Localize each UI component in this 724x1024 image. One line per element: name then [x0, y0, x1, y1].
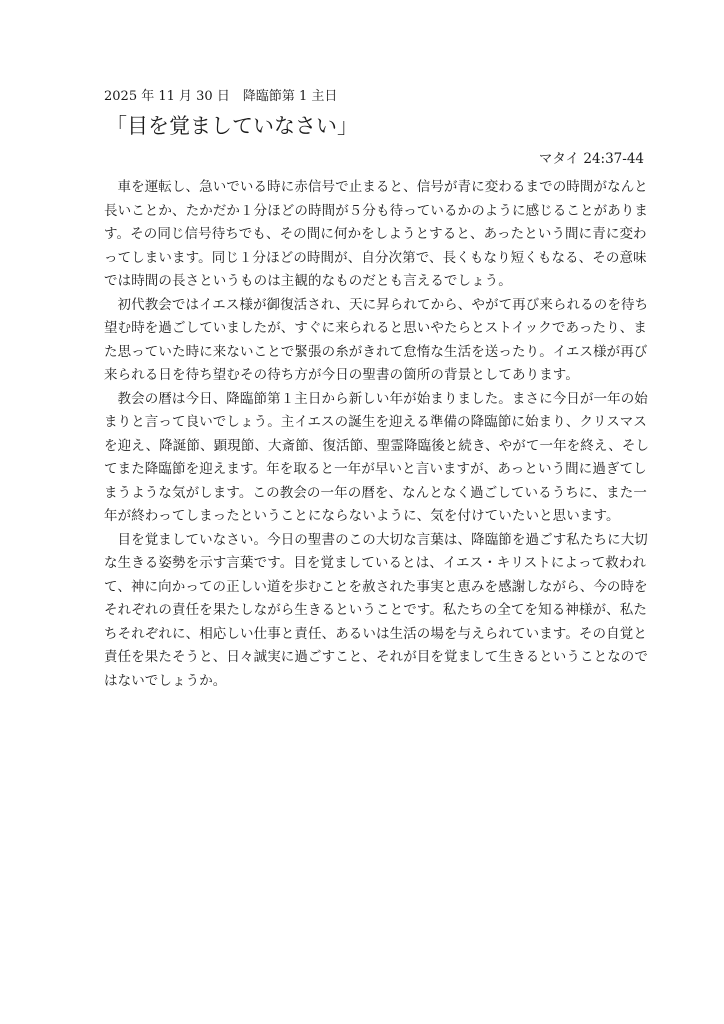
scripture-reference: マタイ 24:37-44	[538, 151, 644, 167]
date-line: 2025 年 11 月 30 日 降臨節第 1 主日	[104, 89, 338, 104]
paragraph-line: 来られる日を待ち望むその待ち方が今日の聖書の箇所の背景としてあります。	[104, 367, 579, 383]
paragraph-line: それぞれの責任を果たしながら生きるということです。私たちの全てを知る神様が、私た	[104, 602, 647, 618]
paragraph-line: す。その同じ信号待ちでも、その間に何かをしようとすると、あったという間に青に変わ	[104, 226, 647, 242]
paragraph-line: た思っていた時に来ないことで緊張の糸がきれて怠惰な生活を送ったり。イエス様が再び	[104, 343, 648, 360]
paragraph-line: まりと言って良いでしょう。主イエスの誕生を迎える準備の降臨節に始まり、クリスマス	[104, 414, 647, 430]
paragraph-line: ってしまいます。同じ１分ほどの時間が、自分次第で、長くもなり短くもなる、その意味	[104, 249, 647, 266]
sermon-body	[104, 176, 650, 693]
body-paragraph	[104, 388, 650, 529]
sermon-title: 「目を覚ましていなさい」	[106, 114, 358, 138]
paragraph-line: て、神に向かっての正しい道を歩むことを赦された事実と恵みを感謝しながら、今の時を	[104, 578, 648, 595]
paragraph-line: 責任を果たそうと、日々誠実に過ごすこと、それが目を覚まして生きるということなので	[104, 649, 648, 665]
paragraph-line: ちそれぞれに、相応しい仕事と責任、あるいは生活の場を与えられています。その自覚と	[104, 625, 647, 642]
body-paragraph	[104, 529, 648, 694]
paragraph-line: な生きる姿勢を示す言葉です。目を覚ましているとは、イエス・キリストによって救われ	[104, 555, 647, 571]
paragraph-line: では時間の長さというものは主観的なものだとも言えるでしょう。	[104, 273, 512, 289]
paragraph-line: 望む時を過ごしていましたが、すぐに来られると思いやたらとストイックであったり、ま	[104, 320, 647, 336]
paragraph-line: まうような気がします。この教会の一年の暦を、なんとなく過ごしているうちに、また一	[104, 484, 647, 501]
paragraph-line: 目を覚ましていなさい。今日の聖書のこの大切な言葉は、降臨節を過ごす私たちに大切	[117, 531, 648, 548]
paragraph-line: を迎え、降誕節、顕現節、大斎節、復活節、聖霊降臨後と続き、やがて一年を終え、そし	[104, 437, 650, 454]
paragraph-line: 長いことか、たかだか１分ほどの時間が５分も待っているかのように感じることがありま	[104, 202, 648, 219]
paragraph-line: 初代教会ではイエス様が御復活され、天に昇られてから、やがて再び来られるのを待ち	[117, 296, 649, 313]
body-paragraph	[104, 176, 648, 294]
paragraph-line: 年が終わってしまったということにならないように、気を付けていたいと思います。	[104, 508, 620, 524]
paragraph-line: てまた降臨節を迎えます。年を取ると一年が早いと言いますが、あっという間に過ぎてし	[104, 461, 647, 477]
body-paragraph	[104, 294, 649, 388]
paragraph-line: はないでしょうか。	[104, 672, 227, 689]
paragraph-line: 車を運転し、急いでいる時に赤信号で止まると、信号が青に変わるまでの時間がなんと	[117, 179, 648, 195]
paragraph-line: 教会の暦は今日、降臨節第１主日から新しい年が始まりました。まさに今日が一年の始	[117, 390, 648, 407]
